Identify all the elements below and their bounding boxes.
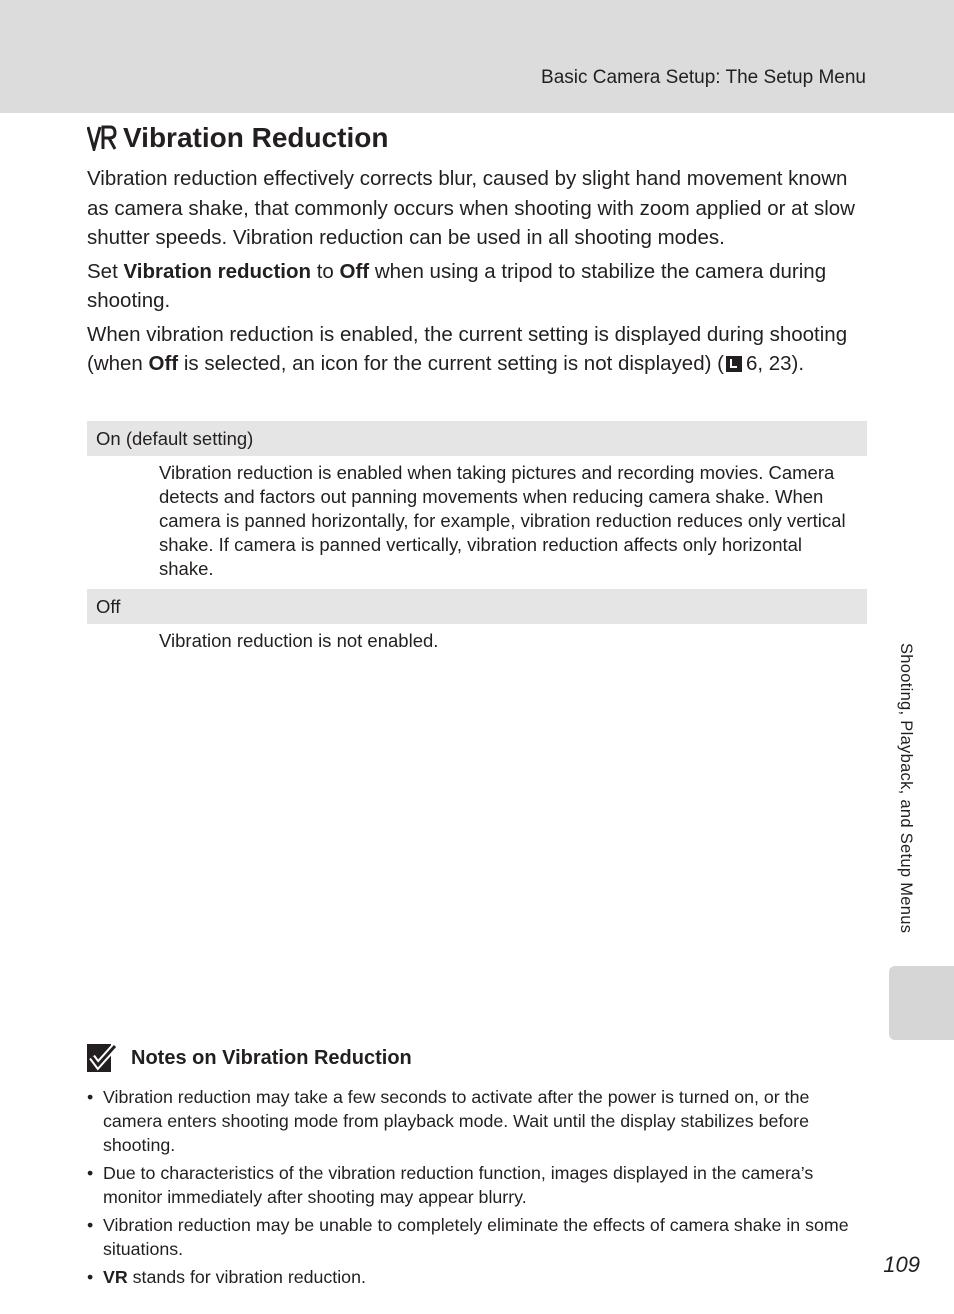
intro-paragraph-1: Vibration reduction effectively corrects blur, caused by slight hand movement known as camera shake, that commonly occurs when shooting with zoom applied or at slow shutter speeds. Vibration reduction can be used in all shooting modes. <box>87 167 855 249</box>
title-text: Vibration Reduction <box>123 122 389 153</box>
side-tab-marker <box>889 966 954 1040</box>
list-item: • Vibration reduction may be unable to completely eliminate the effects of camera shake in some situations. <box>87 1215 849 1259</box>
list-item: • VR stands for vibration reduction. <box>87 1267 366 1287</box>
option-label-off: Off <box>87 589 867 624</box>
intro-paragraph-2: Set Vibration reduction to Off when using a tripod to stabilize the camera during shooting. <box>87 259 827 312</box>
option-description-on: Vibration reduction is enabled when taking pictures and recording movies. Camera detects and factors out panning movements when reducing camera shake. When camera is panned horizontally, for example, vibration reduction reduces only vertical shake. If camera is panned vertically, vibration reduction affects only horizontal shake. <box>159 462 846 579</box>
option-description-off: Vibration reduction is not enabled. <box>159 630 439 651</box>
page-number: 109 <box>883 1252 920 1277</box>
notes-heading <box>87 1044 412 1072</box>
page-reference-icon <box>726 356 742 372</box>
option-label-on: On (default setting) <box>87 421 867 456</box>
header-band <box>0 0 954 113</box>
section-header: Basic Camera Setup: The Setup Menu <box>541 67 866 88</box>
intro-paragraph-3: When vibration reduction is enabled, the current setting is displayed during shooting (when Off is selected, an icon for the current setting is not displayed) ( 6, 23). <box>87 322 848 375</box>
notes-list <box>87 1085 867 1293</box>
page-title <box>87 122 389 154</box>
list-item: • Due to characteristics of the vibration reduction function, images displayed in the camera’s monitor immediately after shooting may appear blurry. <box>87 1163 814 1207</box>
vr-icon <box>87 125 117 151</box>
checkmark-note-icon <box>87 1044 117 1072</box>
options-table <box>87 421 867 661</box>
list-item: • Vibration reduction may take a few seconds to activate after the power is turned on, or the camera enters shooting mode from playback mode. Wait until the display stabilizes before shooting. <box>87 1087 810 1155</box>
intro-body <box>87 164 867 383</box>
side-tab-label: Shooting, Playback, and Setup Menus <box>897 643 915 934</box>
notes-title: Notes on Vibration Reduction <box>131 1046 412 1069</box>
